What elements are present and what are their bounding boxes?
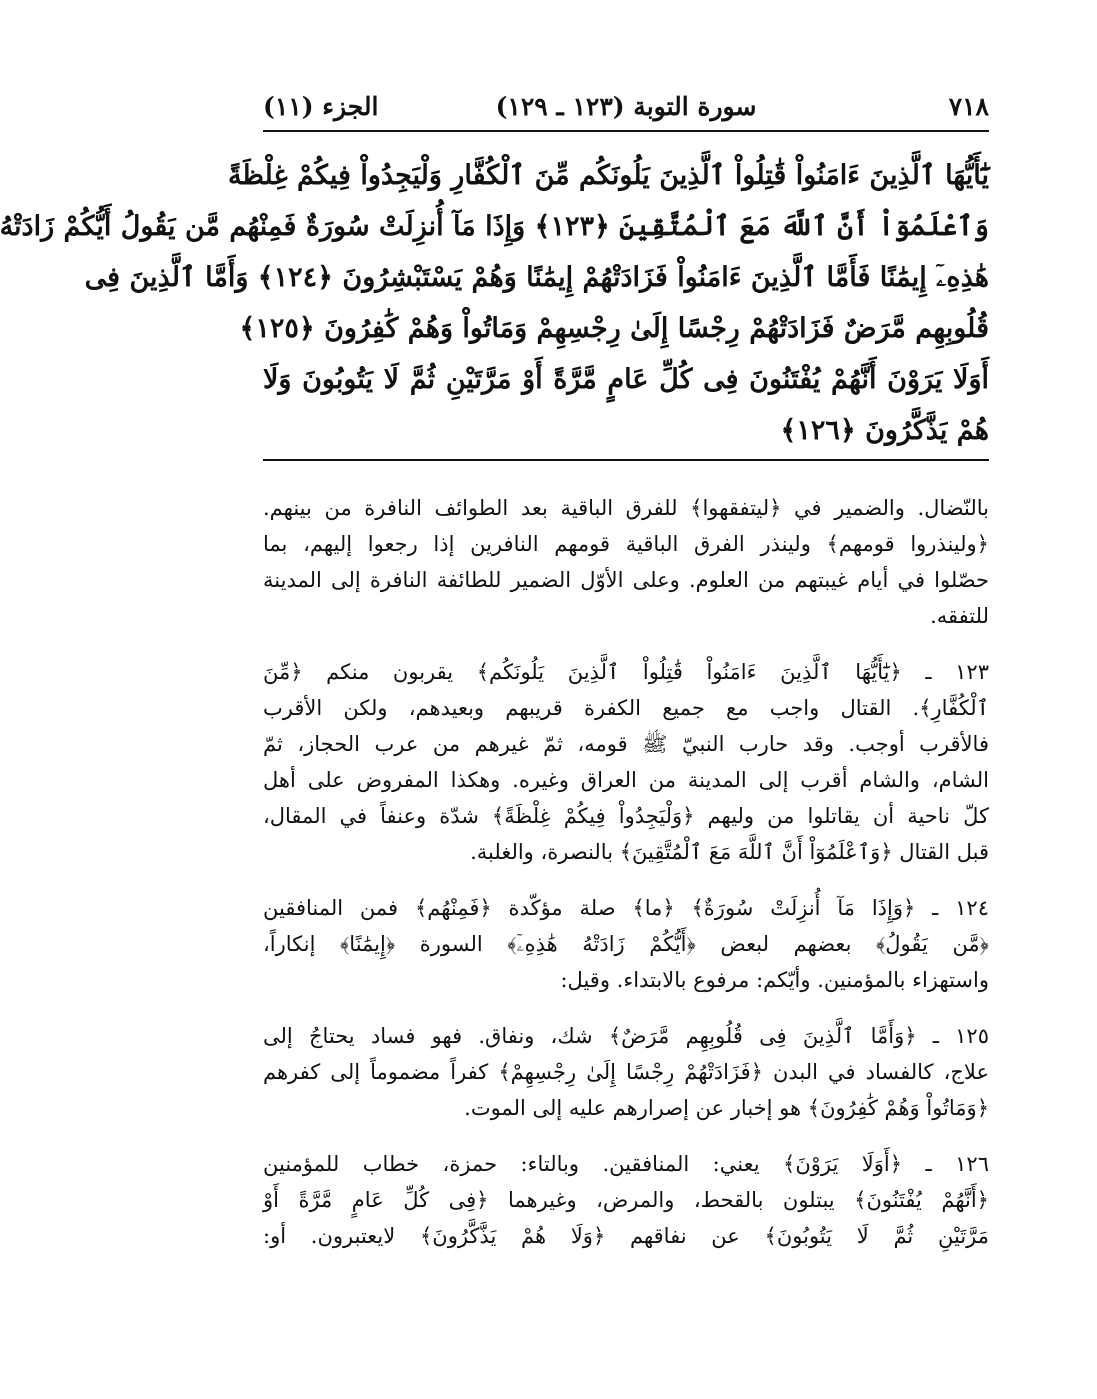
- commentary-line: للتفقه.: [930, 604, 989, 628]
- verse-line: هَٰذِهِۦٓ إِيمَٰنًا فَأَمَّا ٱلَّذِينَ ءَامَنُواْ فَزَادَتْهُمْ إِيمَٰنًا وَهُمْ يَسْتَبْشِرُونَ ﴿١٢٤﴾ وَأَمَّا ٱلَّذِينَ فِى: [84, 262, 989, 293]
- commentary-line: ٱلْكُفَّارِ﴾. القتال واجب مع جميع الكفرة قريبهم وبعيدهم، ولكن الأقرب: [263, 696, 989, 720]
- commentary-line: كلّ ناحية أن يقاتلوا من وليهم ﴿وَلْيَجِدُواْ فِيكُمْ غِلْظَةً﴾ شدّة وعنفاً في المقال،: [263, 804, 989, 828]
- verse-line: هُمْ يَذَّكَّرُونَ ﴿١٢٦﴾: [780, 415, 989, 446]
- commentary-paragraph: [263, 890, 989, 998]
- commentary-paragraph: [263, 490, 989, 634]
- commentary-paragraph: [263, 1146, 989, 1254]
- commentary-line: حصّلوا في أيام غيبتهم من العلوم. وعلى الأوّل الضمير للطائفة النافرة إلى المدينة: [263, 568, 989, 592]
- commentary-line: ﴿ولينذروا قومهم﴾ ولينذر الفرق الباقية قومهم النافرين إذا رجعوا إليهم، بما: [263, 532, 989, 556]
- commentary-line: واستهزاء بالمؤمنين. وأيّكم: مرفوع بالابتداء. وقيل:: [560, 968, 989, 992]
- commentary-line: ١٢٣ ـ ﴿يَٰٓأَيُّهَا ٱلَّذِينَ ءَامَنُواْ قَٰتِلُواْ ٱلَّذِينَ يَلُونَكُم﴾ يقربون منكم ﴿مِّنَ: [263, 660, 989, 684]
- tafsir-commentary: [263, 490, 989, 1274]
- commentary-line: علاج، كالفساد في البدن ﴿فَزَادَتْهُمْ رِجْسًا إِلَىٰ رِجْسِهِمْ﴾ كفراً مضموماً إلى كفرهم: [263, 1060, 989, 1084]
- commentary-line: مَرَّتَيْنِ ثُمَّ لَا يَتُوبُونَ﴾ عن نفاقهم ﴿وَلَا هُمْ يَذَّكَّرُونَ﴾ لايعتبرون. أو:: [263, 1224, 989, 1248]
- commentary-line: ﴿مَّن يَقُولُ﴾ بعضهم لبعض ﴿أَيُّكُمْ زَادَتْهُ هَٰذِهِۦٓ﴾ السورة ﴿إِيمَٰنًا﴾ إنكاراً،: [263, 932, 989, 956]
- section-divider: [263, 459, 989, 461]
- verse-line: قُلُوبِهِم مَّرَضٌ فَزَادَتْهُمْ رِجْسًا إِلَىٰ رِجْسِهِمْ وَمَاتُواْ وَهُمْ كَٰفِرُونَ ﴿١٢٥﴾: [239, 313, 989, 344]
- page-number: ٧١٨: [948, 92, 989, 121]
- commentary-line: ١٢٥ ـ ﴿وَأَمَّا ٱلَّذِينَ فِى قُلُوبِهِم مَّرَضٌ﴾ شك، ونفاق. فهو فساد يحتاجُ إلى: [263, 1024, 989, 1048]
- page-header: [263, 86, 989, 132]
- commentary-paragraph: [263, 1018, 989, 1126]
- commentary-line: ﴿أَنَّهُمْ يُفْتَنُونَ﴾ يبتلون بالقحط، والمرض، وغيرهما ﴿فِى كُلِّ عَامٍ مَّرَّةً أَوْ: [263, 1188, 989, 1212]
- commentary-line: قبل القتال ﴿وَٱعْلَمُوٓاْ أَنَّ ٱللَّهَ مَعَ ٱلْمُتَّقِينَ﴾ بالنصرة، والغلبة.: [470, 840, 989, 864]
- verse-line: يَٰٓأَيُّهَا ٱلَّذِينَ ءَامَنُواْ قَٰتِلُواْ ٱلَّذِينَ يَلُونَكُم مِّنَ ٱلْكُفَّارِ وَلْيَجِدُواْ فِيكُمْ غِلْظَةً: [227, 160, 989, 191]
- commentary-line: ١٢٤ ـ ﴿وَإِذَا مَآ أُنزِلَتْ سُورَةٌ﴾ ﴿ما﴾ صلة مؤكّدة ﴿فَمِنْهُم﴾ فمن المنافقين: [263, 896, 989, 920]
- commentary-line: ١٢٦ ـ ﴿أَوَلَا يَرَوْنَ﴾ يعني: المنافقين. وبالتاء: حمزة، خطاب للمؤمنين: [263, 1152, 989, 1176]
- commentary-line: الشام، والشام أقرب إلى المدينة من العراق وغيره. وهكذا المفروض على أهل: [263, 768, 989, 792]
- commentary-line: فالأقرب أوجب. وقد حارب النبيّ ﷺ قومه، ثمّ غيرهم من عرب الحجاز، ثمّ: [263, 732, 989, 756]
- juz-label: الجزء (١١): [263, 92, 379, 121]
- verse-line: وَٱعْلَمُوٓاْ أَنَّ ٱللَّهَ مَعَ ٱلْمُتَّقِينَ ﴿١٢٣﴾ وَإِذَا مَآ أُنزِلَتْ سُورَةٌ فَمِنْهُم مَّن يَقُولُ أَيُّكُمْ زَادَتْهُ: [0, 211, 989, 242]
- quran-verses: [0, 150, 989, 455]
- commentary-line: بالنّضال. والضمير في ﴿ليتفقهوا﴾ للفرق الباقية بعد الطوائف النافرة من بينهم.: [263, 496, 989, 520]
- commentary-line: ﴿وَمَاتُواْ وَهُمْ كَٰفِرُونَ﴾ هو إخبار عن إصرارهم عليه إلى الموت.: [464, 1096, 989, 1120]
- surah-title: سورة التوبة (١٢٣ ـ ١٢٩): [495, 92, 757, 121]
- commentary-paragraph: [263, 654, 989, 870]
- verse-line: أَوَلَا يَرَوْنَ أَنَّهُمْ يُفْتَنُونَ فِى كُلِّ عَامٍ مَّرَّةً أَوْ مَرَّتَيْنِ ثُمَّ لَا يَتُوبُونَ وَلَا: [263, 364, 989, 395]
